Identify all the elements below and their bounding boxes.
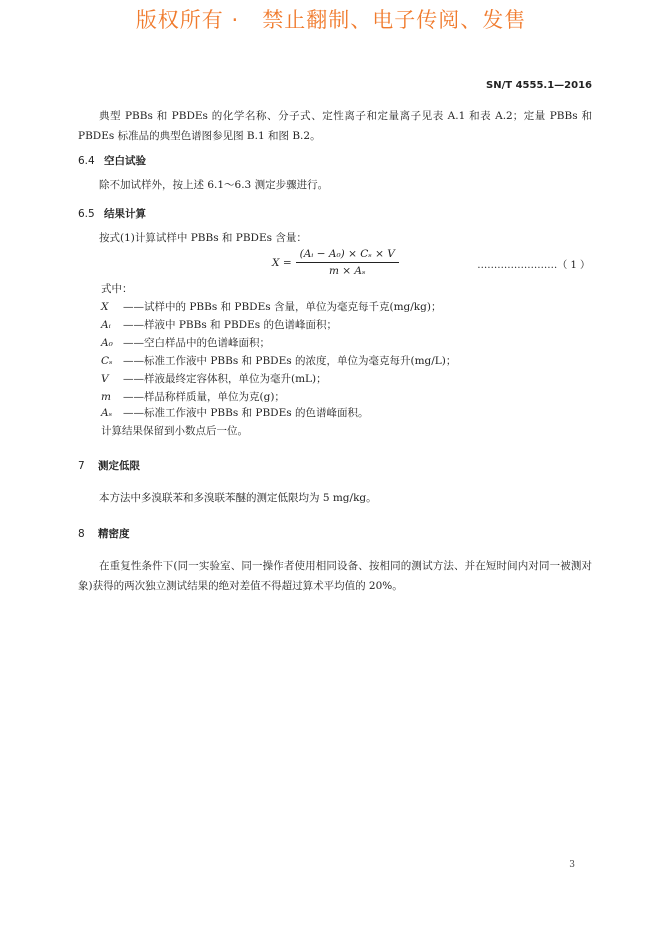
where-label: 式中： bbox=[101, 283, 133, 295]
section-number: 6.4 bbox=[78, 155, 95, 167]
section-title: 测定低限 bbox=[98, 460, 140, 472]
definition-symbol: Aᵢ bbox=[101, 319, 111, 331]
section-7-body: 本方法中多溴联苯和多溴联苯醚的测定低限均为 5 mg/kg。 bbox=[99, 492, 377, 504]
definition-text: ——样液最终定容体积，单位为毫升(mL)； bbox=[123, 373, 327, 385]
formula-fraction bbox=[296, 248, 399, 277]
definition-text: ——标准工作液中 PBBs 和 PBDEs 的色谱峰面积。 bbox=[123, 407, 369, 419]
definition-symbol: A₀ bbox=[101, 337, 113, 349]
definition-text: ——样液中 PBBs 和 PBDEs 的色谱峰面积； bbox=[123, 319, 337, 331]
definition-text: ——空白样品中的色谱峰面积； bbox=[123, 337, 270, 349]
copyright-watermark: 版权所有 · 禁止翻制、电子传阅、发售 bbox=[135, 8, 527, 32]
equation-number: ……………………（ 1 ） bbox=[477, 260, 590, 271]
definition-item bbox=[101, 317, 337, 332]
rounding-note: 计算结果保留到小数点后一位。 bbox=[101, 425, 248, 437]
formula-numerator: (Aᵢ − A₀) × Cₛ × V bbox=[296, 248, 399, 263]
definition-symbol: X bbox=[101, 301, 109, 313]
intro-paragraph: 典型 PBBs 和 PBDEs 的化学名称、分子式、定性离子和定量离子见表 A.1 和表 A.2；定量 PBBs 和 PBDEs 标准品的典型色谱图参见图 B.1 和图 B.2。 bbox=[78, 110, 592, 142]
section-6-4-body: 除不加试样外，按上述 6.1～6.3 测定步骤进行。 bbox=[99, 179, 329, 191]
section-number: 7 bbox=[78, 460, 85, 472]
section-8-body: 在重复性条件下(同一实验室、同一操作者使用相同设备、按相同的测试方法、并在短时间内对同一被测对象)获得的两次独立测试结果的绝对差值不得超过算术平均值的 20%。 bbox=[78, 560, 592, 592]
page-number: 3 bbox=[569, 860, 575, 870]
formula-lead: 按式(1)计算试样中 PBBs 和 PBDEs 含量： bbox=[99, 232, 307, 244]
definition-text: ——试样中的 PBBs 和 PBDEs 含量，单位为毫克每千克(mg/kg)； bbox=[123, 301, 442, 313]
section-number: 6.5 bbox=[78, 208, 95, 220]
definition-item bbox=[101, 405, 369, 420]
section-8-heading bbox=[78, 526, 130, 541]
standard-number: SN/T 4555.1—2016 bbox=[486, 80, 592, 91]
section-6-5-heading bbox=[78, 206, 146, 221]
formula bbox=[272, 248, 399, 277]
definition-item bbox=[101, 299, 441, 314]
formula-denominator: m × Aₛ bbox=[328, 265, 366, 277]
definition-symbol: Aₛ bbox=[101, 407, 113, 419]
section-title: 精密度 bbox=[98, 528, 130, 540]
section-number: 8 bbox=[78, 528, 85, 540]
definition-item bbox=[101, 389, 285, 404]
section-title: 空白试验 bbox=[104, 155, 146, 167]
definition-symbol: V bbox=[101, 373, 109, 385]
formula-lhs: X = bbox=[272, 256, 292, 269]
section-7-heading bbox=[78, 458, 140, 473]
definition-item bbox=[101, 371, 327, 386]
definition-text: ——样品称样质量，单位为克(g)； bbox=[123, 391, 285, 403]
section-title: 结果计算 bbox=[104, 208, 146, 220]
definition-text: ——标准工作液中 PBBs 和 PBDEs 的浓度，单位为毫克每升(mg/L)； bbox=[123, 355, 457, 367]
definition-symbol: Cₛ bbox=[101, 355, 113, 367]
section-6-4-heading bbox=[78, 153, 146, 168]
definition-item bbox=[101, 353, 456, 368]
definition-item bbox=[101, 335, 270, 350]
definition-symbol: m bbox=[101, 391, 111, 403]
